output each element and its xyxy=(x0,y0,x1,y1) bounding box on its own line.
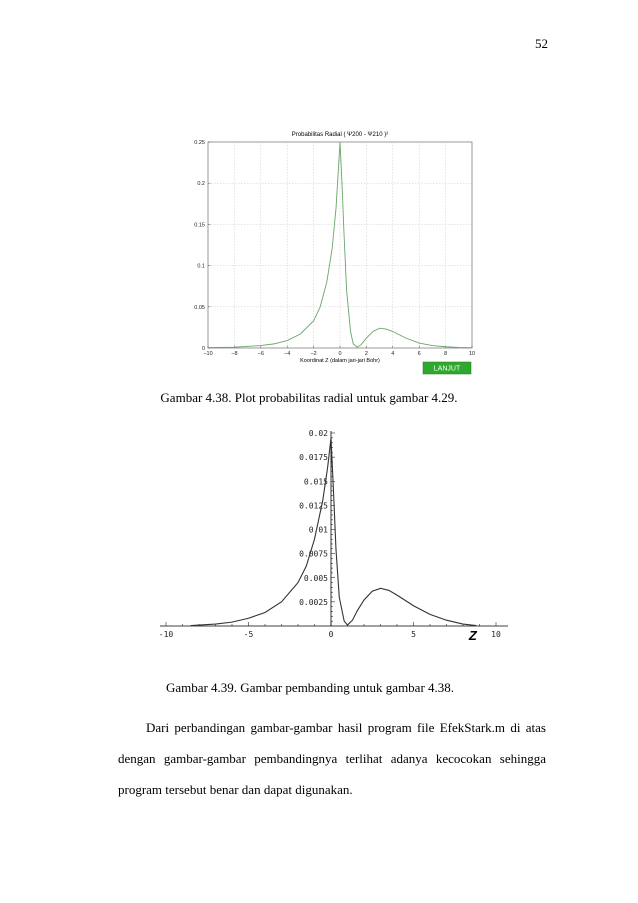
figure-caption-4-39: Gambar 4.39. Gambar pembanding untuk gambar 4.38. xyxy=(165,680,455,695)
y-tick-label: 0.0075 xyxy=(299,549,328,559)
chart-radial-probability xyxy=(170,118,490,380)
x-tick-label: −2 xyxy=(310,351,317,357)
y-tick-label: 0.0175 xyxy=(299,453,328,463)
y-tick-label: 0.01 xyxy=(308,525,328,535)
series-line-comparison xyxy=(191,438,476,626)
x-axis-label-z: Z xyxy=(468,628,477,640)
y-tick-label: 0.2 xyxy=(197,181,205,188)
y-tick-label: 0.25 xyxy=(194,140,205,146)
y-tick-label: 0.005 xyxy=(303,573,328,583)
chart-comparison xyxy=(155,425,515,640)
chart-title: Probabilitas Radial ( Ψ200 - Ψ210 )² xyxy=(291,132,389,138)
x-tick-label: 0 xyxy=(338,351,342,357)
x-axis-label: Koordinat Z (dalam jari-jari Bohr) xyxy=(300,358,380,364)
x-tick-label: 5 xyxy=(411,630,416,639)
x-tick-label: −6 xyxy=(257,351,264,357)
x-tick-label: -5 xyxy=(243,630,254,639)
figure-caption-4-38: Gambar 4.38. Plot probabilitas radial untuk gambar 4.29. xyxy=(160,390,458,405)
y-tick-label: 0 xyxy=(201,346,205,352)
y-tick-label: 0.015 xyxy=(303,477,328,487)
x-tick-label: 0 xyxy=(328,630,334,639)
x-tick-label: 10 xyxy=(491,630,501,639)
x-tick-label: 4 xyxy=(391,351,395,357)
x-tick-label: 2 xyxy=(364,351,368,357)
x-tick-label: 10 xyxy=(468,351,476,357)
x-tick-label: −10 xyxy=(203,351,213,357)
body-paragraph: Dari perbandingan gambar-gambar hasil program file EfekStark.m di atas dengan gambar-gambar pembandingnya terlihat adanya kecocokan sehingga program tersebut benar dan dapat digunakan. xyxy=(118,720,546,797)
y-tick-label: 0.15 xyxy=(194,222,205,229)
x-tick-label: −4 xyxy=(284,351,291,357)
x-tick-label: −8 xyxy=(231,351,238,357)
page-number: 52 xyxy=(535,36,548,51)
lanjut-button-label[interactable]: LANJUT xyxy=(433,365,461,373)
x-tick-label: -10 xyxy=(158,630,174,639)
x-tick-label: 6 xyxy=(417,351,421,357)
y-tick-label: 0.0125 xyxy=(299,501,328,511)
y-tick-label: 0.0025 xyxy=(299,597,328,607)
y-tick-label: 0.02 xyxy=(308,429,328,438)
x-tick-label: 8 xyxy=(444,351,448,357)
y-tick-label: 0.1 xyxy=(197,263,205,270)
y-tick-label: 0.05 xyxy=(194,304,205,311)
